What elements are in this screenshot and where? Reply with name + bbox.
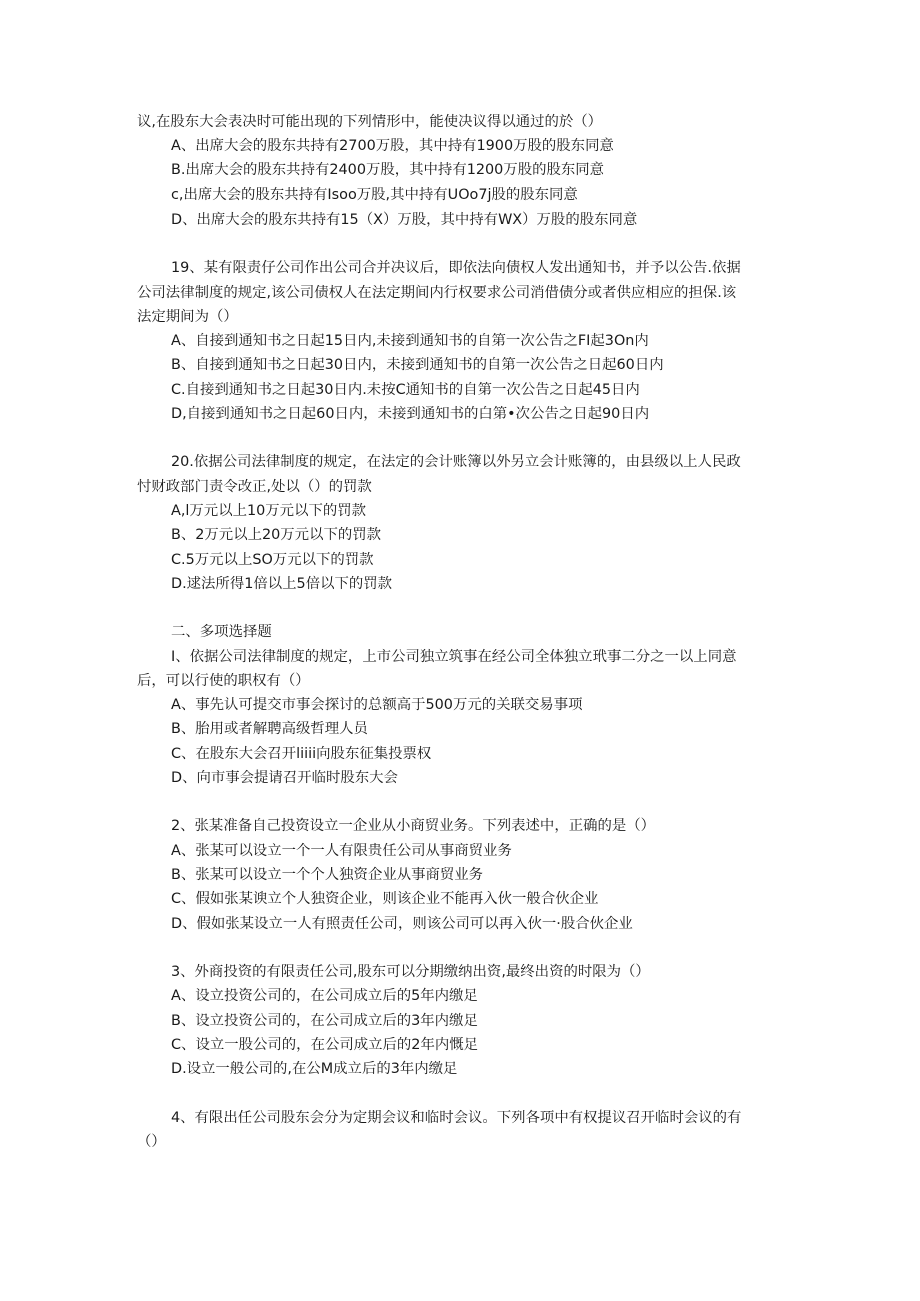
- mq3-option-a: A、设立投资公司的，在公司成立后的5年内缴足: [171, 988, 478, 1004]
- mq2-option-b: B、张某可以设立一个个人独资企业从事商贸业务: [171, 867, 484, 883]
- mq3-stem: 3、外商投资的有限责任公司,股东可以分期缴纳出资,最终出资的时限为（）: [171, 964, 650, 980]
- q19-stem-line-1: 19、某有限责仔公司作出公司合并决议后，即依法向债权人发出通知书，并予以公告.依据: [171, 260, 741, 276]
- mq4-stem-line-1: 4、有限出任公司股东会分为定期会议和临时会议。下列各项中有权提议召开临时会议的有: [171, 1110, 742, 1126]
- mq4-stem-line-2: （）: [137, 1134, 166, 1150]
- q18-option-b: B.出席大会的股东共持有2400万股，其中持有1200万股的股东同意: [171, 162, 605, 178]
- mq1-option-b: B、胎用或者解聘高级哲理人员: [171, 721, 368, 737]
- mq1-option-c: C、在股东大会召开liiii向股东征集投票权: [171, 746, 432, 762]
- mq1-stem-line-1: I、依据公司法律制度的规定，上市公司独立筑事在经公司全体独立玳事二分之一以上同意: [171, 649, 737, 665]
- q19-option-c: C.自接到通知书之日起30日内.未按C通知书的自第一次公告之日起45日内: [171, 382, 640, 398]
- mq2-stem: 2、张某准备自己投资设立一企业从小商贸业务。下列表述中，正确的是（）: [171, 818, 656, 834]
- q20-stem-line-2: 忖财政部门责令改正,处以（）的罚款: [137, 479, 372, 495]
- mq2-option-a: A、张某可以设立一个一人有限贵任公司从事商贸业务: [171, 843, 512, 859]
- mq3-option-c: C、设立一股公司的，在公司成立后的2年内慨足: [171, 1037, 479, 1053]
- q18-stem-continuation: 议,在股东大会表决时可能出现的下列情形中，能使决议得以通过的於（）: [137, 114, 603, 130]
- q18-option-a: A、出席大会的股东共持有2700万股，其中持有1900万股的股东同意: [171, 138, 614, 154]
- mq2-option-c: C、假如张某谀立个人独资企业，则该企业不能再入伙一般合伙企业: [171, 891, 599, 907]
- q20-stem-line-1: 20.依据公司法律制度的规定，在法定的会计账簿以外另立会计账簿的，由县级以上人民政: [171, 454, 741, 470]
- q18-option-c: c,出席大会的股东共持有Isoo万股,其中持有UOo7j股的股东同意: [171, 187, 578, 203]
- q20-option-b: B、2万元以上20万元以下的罚款: [171, 527, 382, 543]
- q20-option-a: A,l万元以上10万元以下的罚款: [171, 503, 367, 519]
- mq3-option-d: D.设立一般公司的,在公M成立后的3年内缴足: [171, 1061, 458, 1077]
- q19-option-b: B、自接到通知书之日起30日内，未接到通知书的自第一次公告之日起60日内: [171, 357, 664, 373]
- q19-option-d: D,自接到通知书之日起60日内，未接到通知书的白第•次公告之日起90日内: [171, 406, 650, 422]
- mq1-option-d: D、向市事会提请召开临时股东大会: [171, 770, 398, 786]
- mq2-option-d: D、假如张某设立一人有照责任公司，则该公司可以再入伙一·股合伙企业: [171, 916, 633, 932]
- q18-option-d: D、出席大会的股东共持有15（X）万股，其中持有WX）万股的股东同意: [171, 212, 638, 228]
- mq1-stem-line-2: 后，可以行使的职权有（）: [137, 673, 310, 689]
- section-heading: 二、多项选择题: [171, 624, 272, 640]
- q19-option-a: A、自接到通知书之日起15日内,未接到通知书的自第一次公告之FI起3On内: [171, 333, 649, 349]
- q19-stem-line-2: 公司法律制度的规定,该公司债权人在法定期间内行权要求公司消借债分或者供应相应的担保.该: [137, 285, 737, 301]
- q20-option-d: D.逑法所得1倍以上5倍以下的罚款: [171, 576, 393, 592]
- mq3-option-b: B、设立投资公司的，在公司成立后的3年内缴足: [171, 1013, 478, 1029]
- mq1-option-a: A、事先认可提交市事会探讨的总额高于500万元的关联交易事项: [171, 697, 583, 713]
- q20-option-c: C.5万元以上SO万元以下的罚款: [171, 552, 374, 568]
- q19-stem-line-3: 法定期间为（）: [137, 309, 238, 325]
